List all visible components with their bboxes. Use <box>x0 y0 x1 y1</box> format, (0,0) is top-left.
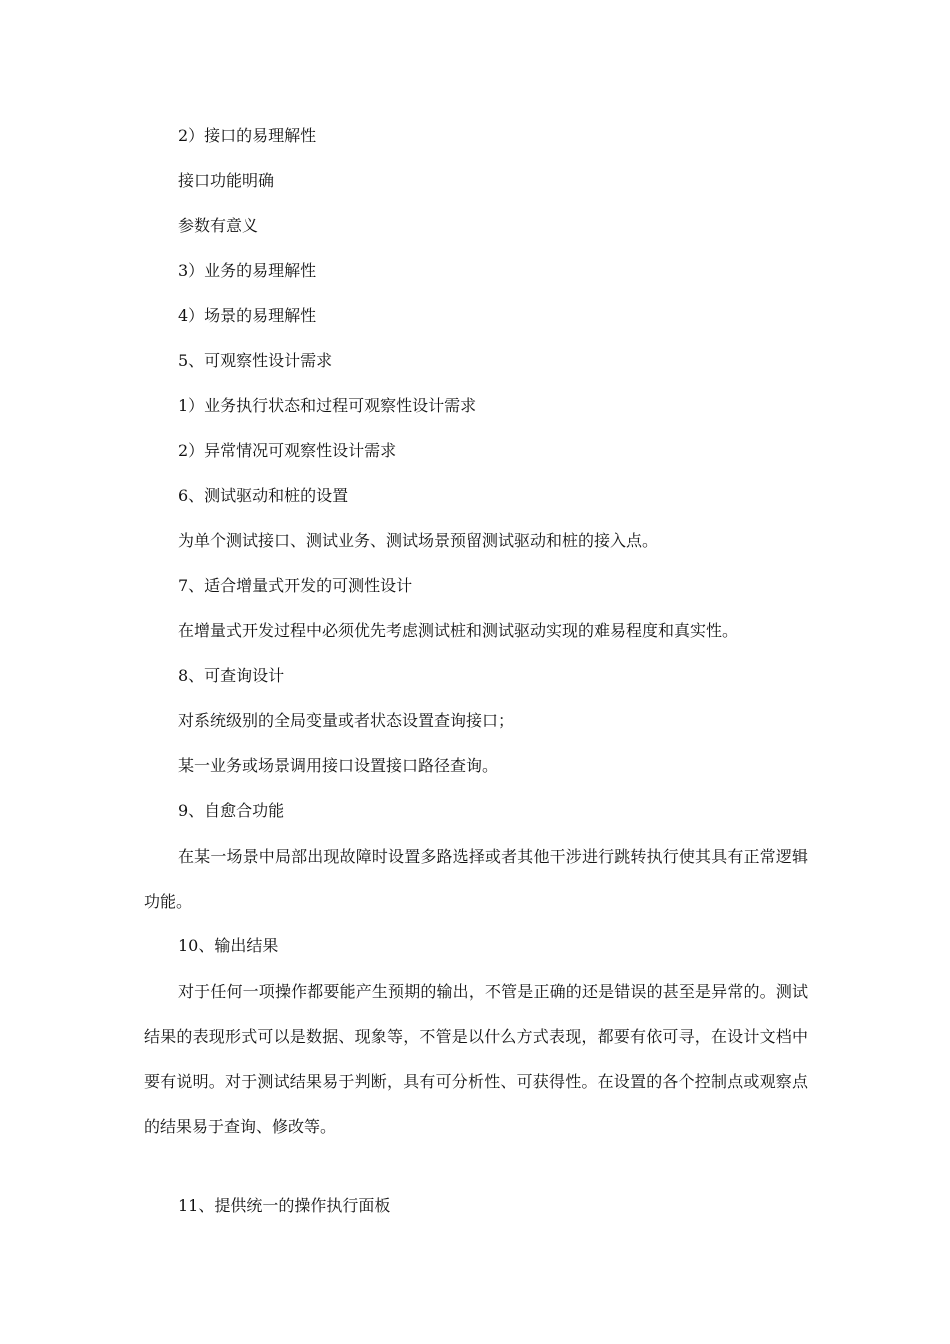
paragraph-output-results: 对于任何一项操作都要能产生预期的输出，不管是正确的还是错误的甚至是异常的。测试结果的表现形式可以是数据、现象等，不管是以什么方式表现，都要有依可寻，在设计文档中要有说明。对于测试结果易于判断，具有可分析性、可获得性。在设置的各个控制点或观察点的结果易于查询、修改等。 <box>144 982 808 1136</box>
body-text: 某一业务或场景调用接口设置接口路径查询。 <box>178 756 499 775</box>
list-item: 接口功能明确 <box>178 171 275 190</box>
list-item: 1）业务执行状态和过程可观察性设计需求 <box>178 396 477 415</box>
paragraph-self-heal: 在某一场景中局部出现故障时设置多路选择或者其他干涉进行跳转执行使其具有正常逻辑功能。 <box>144 847 808 911</box>
section-heading-operation-panel: 11、提供统一的操作执行面板 <box>178 1196 391 1215</box>
section-heading-test-driver-stub: 6、测试驱动和桩的设置 <box>178 486 349 505</box>
section-heading-output-results: 10、输出结果 <box>178 936 279 955</box>
section-heading-observability: 5、可观察性设计需求 <box>178 351 333 370</box>
subheading-interface-understandability: 2）接口的易理解性 <box>178 126 317 145</box>
subheading-business-understandability: 3）业务的易理解性 <box>178 261 317 280</box>
list-item: 参数有意义 <box>178 216 259 235</box>
section-heading-queryable-design: 8、可查询设计 <box>178 666 285 685</box>
subheading-scenario-understandability: 4）场景的易理解性 <box>178 306 317 325</box>
section-heading-self-heal: 9、自愈合功能 <box>178 801 285 820</box>
body-text: 为单个测试接口、测试业务、测试场景预留测试驱动和桩的接入点。 <box>178 531 659 550</box>
section-heading-incremental-development: 7、适合增量式开发的可测性设计 <box>178 576 413 595</box>
body-text: 对系统级别的全局变量或者状态设置查询接口； <box>178 711 515 730</box>
body-text: 在增量式开发过程中必须优先考虑测试桩和测试驱动实现的难易程度和真实性。 <box>178 621 739 640</box>
list-item: 2）异常情况可观察性设计需求 <box>178 441 397 460</box>
